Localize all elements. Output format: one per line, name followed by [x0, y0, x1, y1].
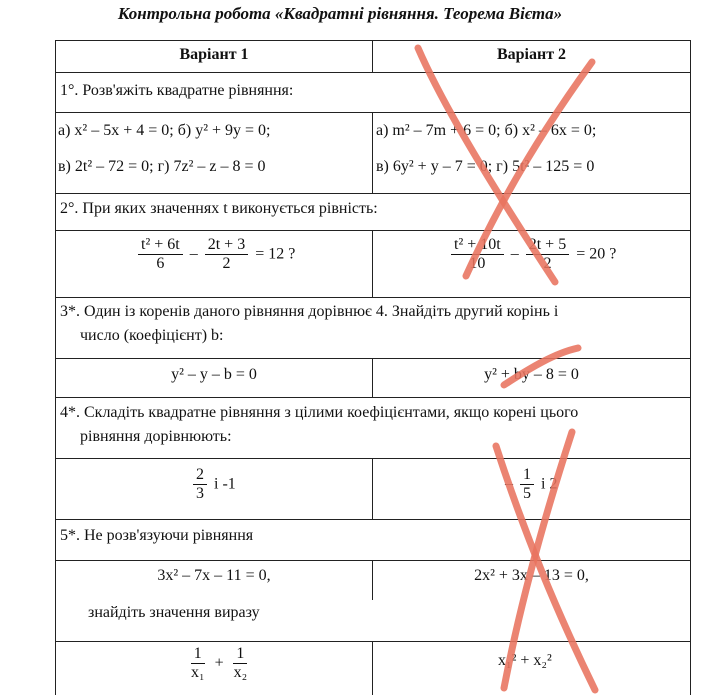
task4-v1-roots: $\frac{2}{3}$ і -1: [190, 466, 236, 504]
task5-v2-expression: x₁² + x₂²: [498, 652, 552, 669]
task3-v1-equation: y² – y – b = 0: [171, 366, 257, 383]
task5-v2-equation: 2x² + 3x – 13 = 0,: [474, 567, 589, 584]
task3-v2-equation: y² + by – 8 = 0: [484, 366, 579, 383]
fraction: $\frac{\text{t² + 6t}}{6}$: [138, 236, 183, 274]
header-variant-1: Варіант 1: [179, 46, 249, 63]
task1-v2-row1: а) m² – 7m + 6 = 0; б) x² – 6x = 0;: [376, 122, 597, 139]
task3-prompt-line1: 3*. Один із коренів даного рівняння дорівнює 4. Знайдіть другий корінь і: [60, 303, 559, 320]
task1-v2-row2: в) 6y² + y – 7 = 0; г) 5t² – 125 = 0: [376, 158, 595, 175]
fraction: $\frac{\text{t² + 10t}}{10}$: [451, 236, 504, 274]
task5-v1-equation: 3x² – 7x – 11 = 0,: [157, 567, 271, 584]
task1-v1-row2: в) 2t² – 72 = 0; г) 7z² – z – 8 = 0: [58, 158, 266, 175]
task5-prompt: 5*. Не розв'язуючи рівняння: [60, 527, 254, 544]
fraction: $\frac{1}{\text{x₁}}$: [191, 645, 205, 682]
task4-prompt-line2: рівняння дорівнюють:: [80, 428, 232, 445]
task1-v1-row1: а) x² – 5x + 4 = 0; б) y² + 9y = 0;: [58, 122, 271, 139]
fraction: $\frac{2}{3}$: [193, 466, 207, 504]
task4-prompt-line1: 4*. Складіть квадратне рівняння з цілими коефіцієнтами, якщо корені цього: [60, 404, 579, 421]
worksheet-title: Контрольна робота «Квадратні рівняння. Теорема Вієта»: [117, 4, 563, 23]
header-variant-2: Варіант 2: [496, 46, 567, 63]
fraction: $\frac{2t + 3}{2}$: [205, 236, 248, 274]
task5-find-label: знайдіть значення виразу: [88, 604, 260, 621]
task2-v2-equation: $\frac{\text{t² + 10t}}{10}$ – $\frac{2t + 5}{2}$ = 20 ?: [448, 236, 616, 274]
task3-prompt-line2: число (коефіцієнт) b:: [80, 327, 224, 344]
task4-v2-roots: – $\frac{1}{5}$ і 2: [505, 466, 558, 503]
task1-prompt: 1°. Розв'яжіть квадратне рівняння:: [60, 82, 294, 99]
fraction: $\frac{2t + 5}{2}$: [526, 236, 569, 274]
fraction: $\frac{1}{\text{x₂}}$: [233, 645, 248, 682]
task2-prompt: 2°. При яких значеннях t виконується рівність:: [60, 200, 378, 217]
fraction: $\frac{1}{5}$: [520, 466, 534, 504]
task2-v1-equation: $\frac{\text{t² + 6t}}{6}$ – $\frac{2t + 3}{2}$ = 12 ?: [135, 236, 295, 274]
task5-v1-expression: $\frac{1}{\text{x₁}}$ + $\frac{1}{\text{x₂}}$: [185, 645, 253, 683]
